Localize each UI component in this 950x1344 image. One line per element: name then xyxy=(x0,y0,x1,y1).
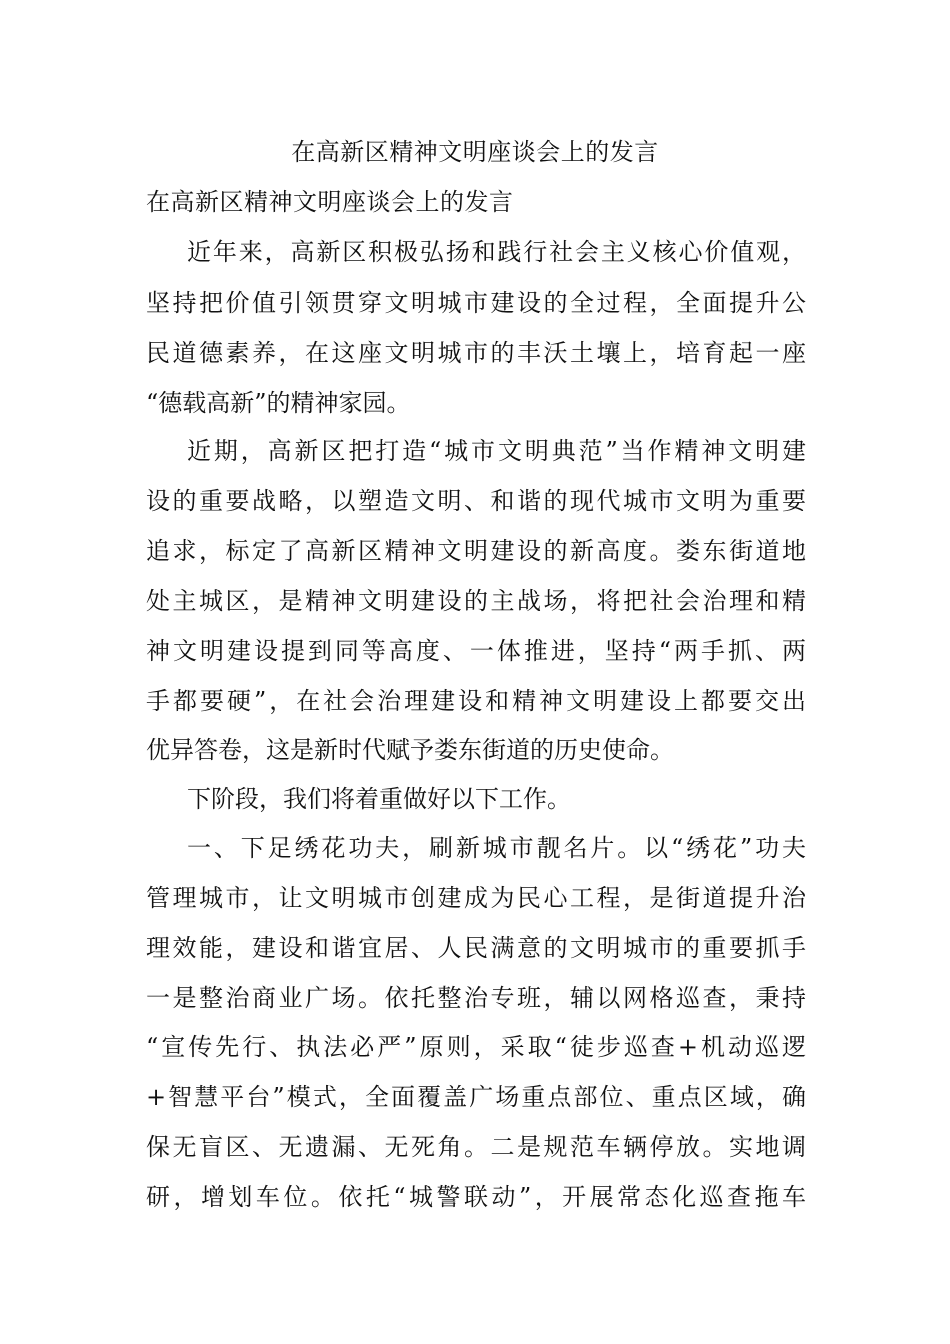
paragraph-line: 一、下足绣花功夫，刷新城市靓名片。以“绣花”功夫 xyxy=(187,834,806,862)
paragraph-line: 坚持把价值引领贯穿文明城市建设的全过程，全面提升公 xyxy=(146,289,806,317)
paragraph-line: 近期，高新区把打造“城市文明典范”当作精神文明建 xyxy=(187,437,806,465)
paragraph-line: 追求，标定了高新区精神文明建设的新高度。娄东街道地 xyxy=(146,537,806,565)
paragraph-line: 神文明建设提到同等高度、一体推进，坚持“两手抓、两 xyxy=(146,637,806,665)
paragraph-line: 设的重要战略，以塑造文明、和谐的现代城市文明为重要 xyxy=(146,487,806,515)
paragraph-line: 优异答卷，这是新时代赋予娄东街道的历史使命。 xyxy=(146,736,674,764)
paragraph-line: 一是整治商业广场。依托整治专班，辅以网格巡查，秉持 xyxy=(146,984,806,1012)
paragraph-line: 研，增划车位。依托“城警联动”，开展常态化巡查拖车 xyxy=(146,1183,806,1211)
paragraph-line: 手都要硬”，在社会治理建设和精神文明建设上都要交出 xyxy=(146,687,806,715)
paragraph-line: 民道德素养，在这座文明城市的丰沃土壤上，培育起一座 xyxy=(146,339,806,367)
paragraph-line: 理效能，建设和谐宜居、人民满意的文明城市的重要抓手 xyxy=(146,934,806,962)
paragraph-line: 保无盲区、无遗漏、无死角。二是规范车辆停放。实地调 xyxy=(146,1133,806,1161)
document-subtitle: 在高新区精神文明座谈会上的发言 xyxy=(146,188,514,216)
paragraph-line: “德载高新”的精神家园。 xyxy=(146,389,411,417)
paragraph-line: 处主城区，是精神文明建设的主战场，将把社会治理和精 xyxy=(146,587,806,615)
paragraph-line: 管理城市，让文明城市创建成为民心工程，是街道提升治 xyxy=(146,884,806,912)
paragraph-line: “宣传先行、执法必严”原则，采取“徒步巡查+机动巡逻 xyxy=(146,1033,806,1061)
paragraph-line: 下阶段，我们将着重做好以下工作。 xyxy=(187,785,571,813)
paragraph-line: 近年来，高新区积极弘扬和践行社会主义核心价值观， xyxy=(187,238,806,266)
paragraph-line: +智慧平台”模式，全面覆盖广场重点部位、重点区域，确 xyxy=(146,1083,806,1111)
document-title: 在高新区精神文明座谈会上的发言 xyxy=(291,138,659,166)
